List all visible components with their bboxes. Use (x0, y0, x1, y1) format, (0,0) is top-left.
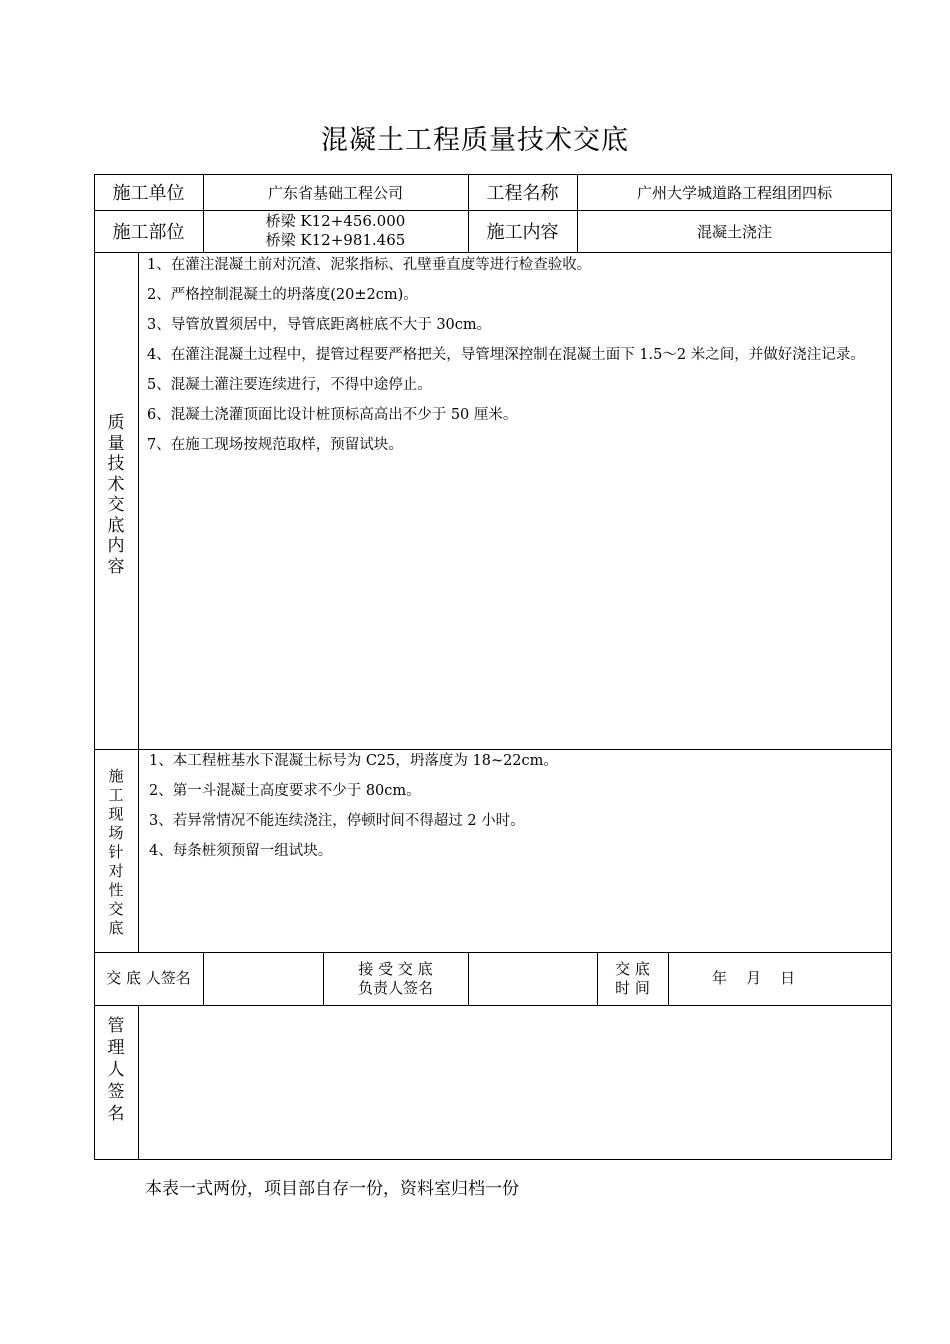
project-label: 工程名称 (486, 183, 559, 204)
document-title: 混凝土工程质量技术交底 (321, 125, 629, 156)
project-value: 广州大学城道路工程组团四标 (636, 183, 832, 202)
label-char: 现 (108, 805, 124, 823)
discloser-signature-field[interactable] (203, 952, 323, 1005)
disclosure-time-label (597, 952, 668, 1005)
label-char: 量 (107, 433, 125, 454)
label-char: 工 (108, 786, 124, 804)
label-char: 理 (107, 1037, 125, 1058)
label-line: 交 底 (615, 959, 650, 978)
footer-note: 本表一式两份，项目部自存一份，资料室归档一份 (145, 1179, 519, 1199)
manager-signature-label (94, 1005, 138, 1160)
location-line: 桥梁 K12+981.465 (265, 231, 406, 249)
label-line: 接 受 交 底 (358, 959, 433, 978)
list-item: 3、若异常情况不能连续浇注，停顿时间不得超过 2 小时。 (149, 813, 525, 829)
receiver-signature-label (323, 952, 468, 1005)
label-char: 底 (107, 515, 125, 536)
col-divider (138, 252, 139, 952)
label-char: 签 (107, 1081, 125, 1102)
unit-value: 广东省基础工程公司 (267, 183, 403, 202)
label-char: 底 (108, 919, 124, 937)
list-item: 1、本工程桩基水下混凝土标号为 C25，坍落度为 18~22cm。 (149, 753, 558, 769)
label-char: 管 (107, 1015, 125, 1036)
label-char: 交 (108, 900, 124, 918)
site-items (149, 746, 884, 866)
list-item: 4、在灌注混凝土过程中，提管过程要严格把关，导管埋深控制在混凝土面下 1.5～2 米之间，并做好浇注记录。 (147, 347, 865, 363)
list-item: 1、在灌注混凝土前对沉渣、泥浆指标、孔壁垂直度等进行检查验收。 (147, 257, 592, 273)
label-char: 术 (107, 474, 125, 495)
quality-section-label (94, 252, 138, 749)
label-char: 对 (108, 862, 124, 880)
label-char: 针 (108, 843, 124, 861)
label-char: 技 (107, 454, 125, 474)
discloser-signature-label: 交 底 人签名 (106, 969, 191, 987)
label-char: 容 (107, 556, 125, 577)
disclosure-date-field[interactable]: 年 月 日 (712, 969, 796, 987)
label-line: 时 间 (615, 978, 650, 997)
label-char: 性 (108, 881, 124, 899)
content-value: 混凝土浇注 (696, 222, 772, 241)
list-item: 4、每条桩须预留一组试块。 (149, 843, 333, 859)
list-item: 3、导管放置须居中，导管底距离桩底不大于 30cm。 (147, 317, 492, 333)
quality-items (147, 250, 887, 460)
label-char: 场 (108, 824, 124, 842)
label-char: 内 (107, 536, 125, 556)
site-section-label (94, 749, 138, 952)
label-char: 名 (107, 1103, 125, 1124)
label-char: 交 (107, 495, 125, 515)
receiver-signature-field[interactable] (468, 952, 597, 1005)
label-char: 施 (108, 767, 124, 785)
location-value (203, 210, 468, 252)
content-label: 施工内容 (486, 222, 559, 243)
list-item: 6、混凝土浇灌顶面比设计桩顶标高高出不少于 50 厘米。 (147, 407, 518, 423)
list-item: 2、严格控制混凝土的坍落度(20±2cm)。 (147, 287, 418, 303)
manager-signature-field[interactable] (138, 1005, 892, 1160)
label-char: 人 (107, 1059, 125, 1080)
list-item: 7、在施工现场按规范取样，预留试块。 (147, 437, 403, 453)
location-label: 施工部位 (112, 222, 185, 243)
location-line: 桥梁 K12+456.000 (265, 212, 406, 230)
unit-label: 施工单位 (112, 183, 185, 204)
label-char: 质 (107, 413, 125, 433)
list-item: 2、第一斗混凝土高度要求不少于 80cm。 (149, 783, 421, 799)
list-item: 5、混凝土灌注要连续进行，不得中途停止。 (147, 377, 432, 393)
label-line: 负责人签名 (357, 978, 433, 997)
